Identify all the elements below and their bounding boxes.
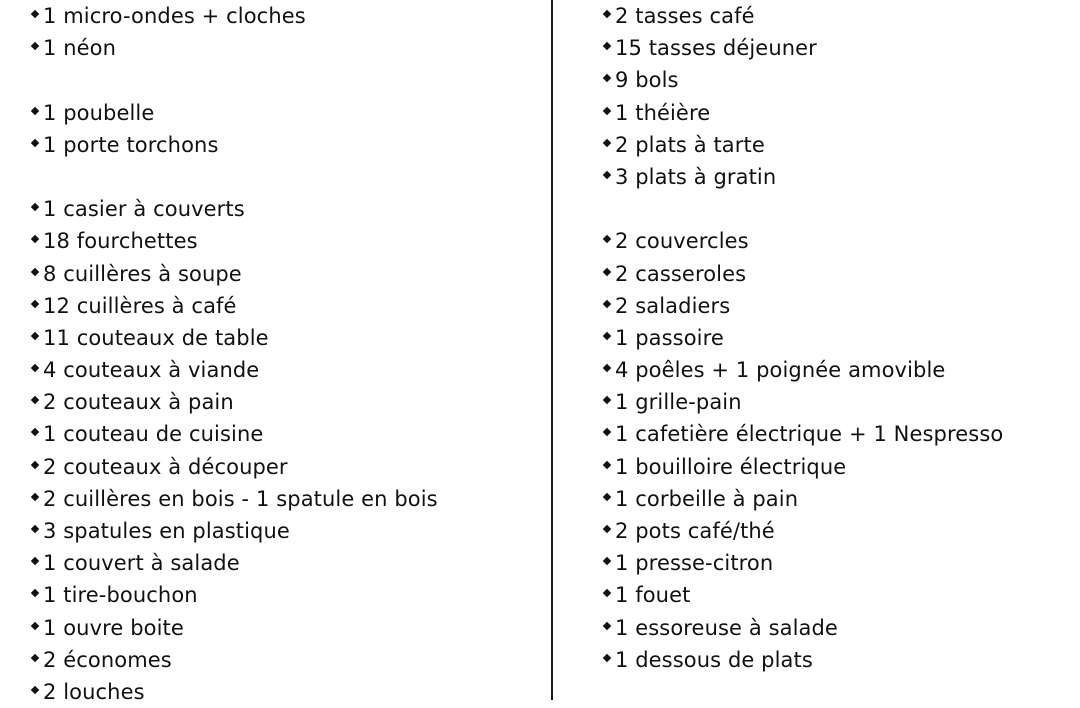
inventory-item-text: 1 grille-pain (615, 390, 742, 415)
inventory-item-text: 9 bols (615, 68, 679, 93)
inventory-item (31, 0, 541, 32)
inventory-item (603, 483, 1073, 515)
diamond-bullet-icon (31, 203, 41, 213)
inventory-item-text: 1 porte torchons (43, 132, 219, 157)
inventory-item (31, 32, 541, 64)
diamond-bullet-icon (603, 139, 613, 149)
inventory-item-text: 3 plats à gratin (615, 164, 777, 189)
inventory-item (603, 451, 1073, 483)
diamond-bullet-icon (31, 686, 41, 696)
inventory-item-text: 2 économes (43, 647, 172, 672)
diamond-bullet-icon (31, 332, 41, 342)
inventory-item (603, 0, 1073, 32)
diamond-bullet-icon (603, 107, 613, 117)
inventory-item (603, 547, 1073, 579)
diamond-bullet-icon (31, 364, 41, 374)
inventory-item (603, 612, 1073, 644)
inventory-item-text: 2 couvercles (615, 229, 749, 254)
inventory-item-text: 1 tire-bouchon (43, 583, 198, 608)
diamond-bullet-icon (603, 332, 613, 342)
diamond-bullet-icon (603, 525, 613, 535)
inventory-item-text: 2 casseroles (615, 261, 747, 286)
diamond-bullet-icon (603, 235, 613, 245)
inventory-item-text: 4 couteaux à viande (43, 358, 260, 383)
diamond-bullet-icon (603, 42, 613, 52)
inventory-item (31, 483, 541, 515)
inventory-item (31, 676, 541, 708)
inventory-item (31, 354, 541, 386)
inventory-item-text: 1 théière (615, 100, 711, 125)
blank-spacer-row (31, 64, 541, 96)
inventory-item (31, 322, 541, 354)
inventory-item-text: 1 presse-citron (615, 551, 774, 576)
inventory-item-text: 2 plats à tarte (615, 132, 765, 157)
inventory-item-text: 1 ouvre boite (43, 615, 184, 640)
diamond-bullet-icon (31, 428, 41, 438)
inventory-item (31, 290, 541, 322)
diamond-bullet-icon (31, 589, 41, 599)
inventory-item-text: 1 néon (43, 36, 117, 61)
left-inventory-list (31, 0, 541, 708)
inventory-item-text: 2 couteaux à découper (43, 454, 288, 479)
inventory-item-text: 2 cuillères en bois - 1 spatule en bois (43, 486, 438, 511)
inventory-item-text: 1 micro-ondes + cloches (43, 4, 306, 28)
inventory-item (603, 418, 1073, 450)
inventory-item-text: 15 tasses déjeuner (615, 36, 817, 61)
diamond-bullet-icon (31, 493, 41, 503)
diamond-bullet-icon (603, 622, 613, 632)
diamond-bullet-icon (31, 396, 41, 406)
inventory-item (31, 515, 541, 547)
diamond-bullet-icon (603, 396, 613, 406)
inventory-item (31, 644, 541, 676)
inventory-item-text: 1 couvert à salade (43, 551, 240, 576)
right-inventory-list (603, 0, 1073, 676)
diamond-bullet-icon (603, 493, 613, 503)
diamond-bullet-icon (31, 654, 41, 664)
inventory-item-text: 1 cafetière électrique + 1 Nespresso (615, 422, 1004, 447)
inventory-item (603, 161, 1073, 193)
inventory-item-text: 1 poubelle (43, 100, 155, 125)
inventory-item (603, 225, 1073, 257)
blank-spacer-row (31, 161, 541, 193)
diamond-bullet-icon (603, 589, 613, 599)
inventory-item-text: 2 saladiers (615, 293, 731, 318)
diamond-bullet-icon (603, 171, 613, 181)
inventory-item (603, 386, 1073, 418)
inventory-item (603, 64, 1073, 96)
inventory-item-text: 1 passoire (615, 325, 724, 350)
inventory-item-text: 8 cuillères à soupe (43, 261, 242, 286)
diamond-bullet-icon (603, 74, 613, 84)
inventory-item (31, 258, 541, 290)
inventory-item-text: 1 casier à couverts (43, 197, 245, 222)
inventory-item (603, 97, 1073, 129)
diamond-bullet-icon (31, 235, 41, 245)
inventory-item (603, 258, 1073, 290)
diamond-bullet-icon (603, 428, 613, 438)
diamond-bullet-icon (31, 622, 41, 632)
diamond-bullet-icon (31, 461, 41, 471)
inventory-item (31, 97, 541, 129)
inventory-item-text: 1 couteau de cuisine (43, 422, 264, 447)
inventory-item (31, 386, 541, 418)
diamond-bullet-icon (603, 654, 613, 664)
inventory-item (31, 129, 541, 161)
diamond-bullet-icon (31, 42, 41, 52)
inventory-item-text: 1 essoreuse à salade (615, 615, 838, 640)
inventory-item-text: 12 cuillères à café (43, 293, 237, 318)
diamond-bullet-icon (31, 107, 41, 117)
inventory-item-text: 3 spatules en plastique (43, 519, 290, 543)
diamond-bullet-icon (603, 300, 613, 310)
inventory-item-text: 2 louches (43, 679, 145, 704)
diamond-bullet-icon (603, 557, 613, 567)
inventory-item-text: 2 couteaux à pain (43, 390, 234, 415)
diamond-bullet-icon (31, 525, 41, 535)
inventory-item (603, 644, 1073, 676)
inventory-item (603, 129, 1073, 161)
diamond-bullet-icon (603, 10, 613, 20)
inventory-item (603, 579, 1073, 611)
inventory-item (603, 32, 1073, 64)
inventory-item-text: 1 bouilloire électrique (615, 454, 847, 479)
inventory-item-text: 1 dessous de plats (615, 647, 813, 672)
diamond-bullet-icon (603, 461, 613, 471)
inventory-item-text: 4 poêles + 1 poignée amovible (615, 358, 946, 383)
diamond-bullet-icon (31, 139, 41, 149)
inventory-item (603, 515, 1073, 547)
inventory-item (603, 290, 1073, 322)
inventory-item (603, 322, 1073, 354)
inventory-item-text: 1 fouet (615, 583, 691, 608)
diamond-bullet-icon (31, 300, 41, 310)
inventory-item (31, 579, 541, 611)
inventory-item (31, 612, 541, 644)
inventory-item-text: 1 corbeille à pain (615, 486, 799, 511)
inventory-item (603, 354, 1073, 386)
inventory-item-text: 2 pots café/thé (615, 519, 775, 543)
inventory-item-text: 11 couteaux de table (43, 325, 269, 350)
blank-spacer-row (603, 193, 1073, 225)
inventory-item (31, 418, 541, 450)
diamond-bullet-icon (31, 268, 41, 278)
inventory-item-text: 2 tasses café (615, 4, 755, 28)
inventory-item (31, 451, 541, 483)
inventory-item (31, 547, 541, 579)
diamond-bullet-icon (31, 10, 41, 20)
column-divider (551, 0, 553, 700)
inventory-item-text: 18 fourchettes (43, 229, 198, 254)
diamond-bullet-icon (31, 557, 41, 567)
diamond-bullet-icon (603, 268, 613, 278)
inventory-item (31, 225, 541, 257)
inventory-item (31, 193, 541, 225)
diamond-bullet-icon (603, 364, 613, 374)
